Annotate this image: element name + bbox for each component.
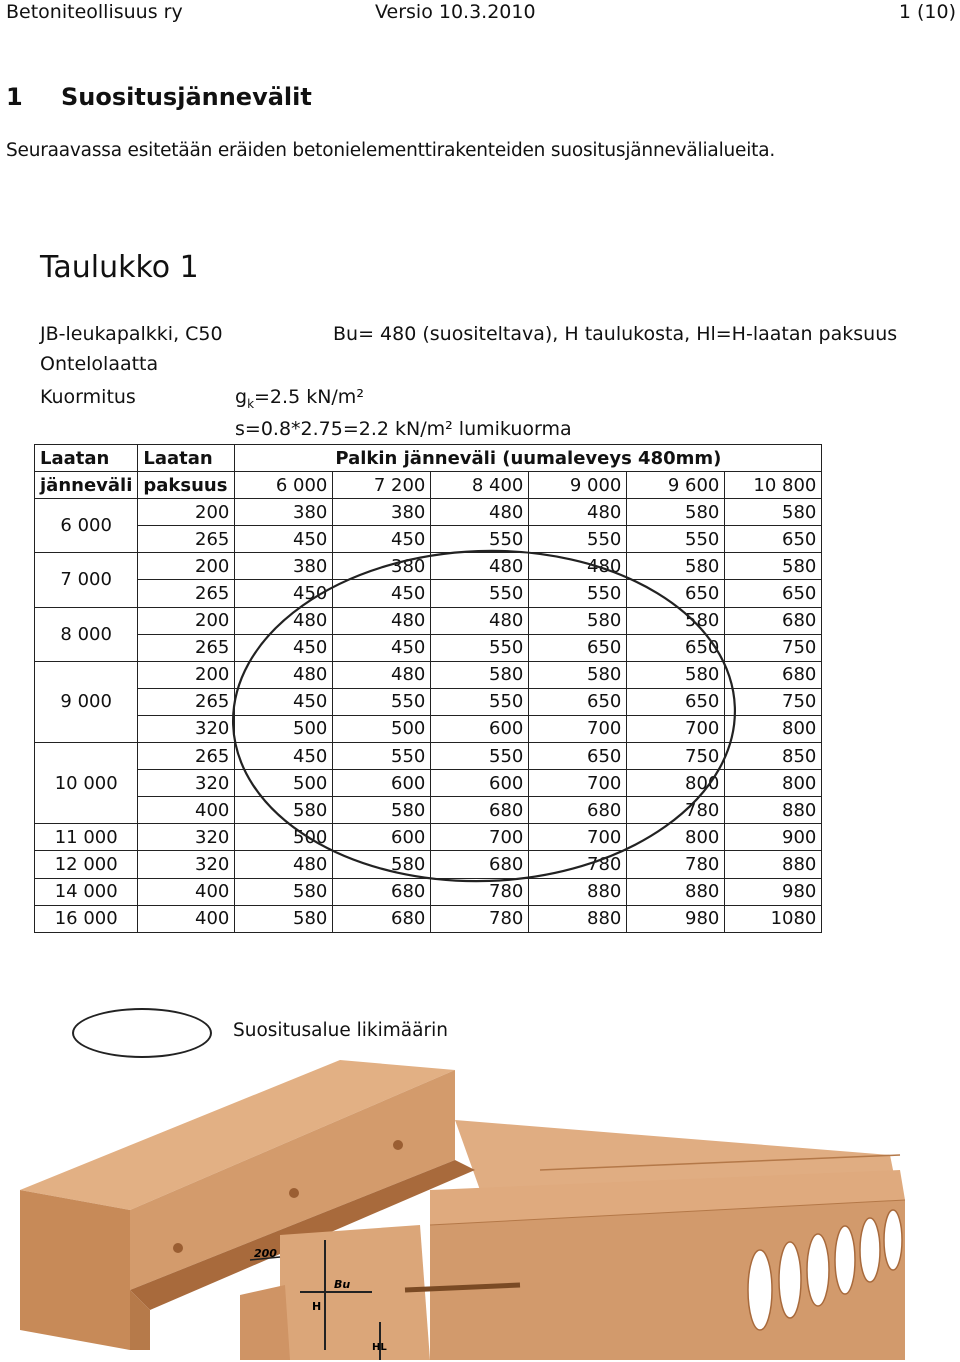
beam-height: 580: [529, 607, 627, 634]
beam-height: 450: [333, 526, 431, 553]
beam-height: 550: [431, 580, 529, 607]
beam-height: 880: [529, 878, 627, 905]
slab-thickness: 265: [138, 526, 235, 553]
dim-hl-label: HL: [372, 1342, 387, 1353]
slab-span: 10 000: [35, 743, 138, 824]
beam-height: 480: [333, 607, 431, 634]
beam-height: 650: [529, 688, 627, 715]
beam-height: 580: [627, 661, 725, 688]
slab-thickness: 400: [138, 797, 235, 824]
beam-height: 480: [235, 607, 333, 634]
beam-height: 700: [529, 715, 627, 742]
slab-thickness: 200: [138, 553, 235, 580]
beam-height: 450: [235, 743, 333, 770]
beam-height: 780: [529, 851, 627, 878]
legend-ellipse-icon: [72, 1008, 212, 1058]
beam-height: 450: [235, 688, 333, 715]
load-label: Kuormitus: [40, 386, 136, 408]
beam-height: 680: [333, 905, 431, 932]
beam-height: 880: [529, 905, 627, 932]
beam-height: 450: [235, 526, 333, 553]
header-org: Betoniteollisuus ry: [6, 1, 183, 23]
beam-height: 780: [431, 878, 529, 905]
beam-height: 850: [725, 743, 822, 770]
beam-height: 880: [627, 878, 725, 905]
slab-thickness: 265: [138, 743, 235, 770]
beam-height: 800: [627, 770, 725, 797]
intro-text: Seuraavassa esitetään eräiden betonielementtirakenteiden suositusjännevälialueita.: [6, 140, 776, 161]
beam-height: 650: [725, 580, 822, 607]
beam-height: 380: [235, 499, 333, 526]
col-header-span-top: Laatan: [35, 445, 138, 472]
beam-height: 450: [333, 580, 431, 607]
dim-bu-label: Bu: [334, 1278, 351, 1291]
dim-h-label: H: [312, 1300, 322, 1313]
header-version: Versio 10.3.2010: [375, 1, 536, 23]
beam-type: JB-leukapalkki, C50: [40, 323, 223, 345]
beam-span-value: 8 400: [431, 472, 529, 499]
beam-height: 580: [333, 797, 431, 824]
beam-height: 800: [725, 715, 822, 742]
slab-span: 8 000: [35, 607, 138, 661]
beam-height: 450: [333, 634, 431, 661]
slab-thickness: 265: [138, 580, 235, 607]
slab-thickness: 400: [138, 878, 235, 905]
beam-span-value: 9 600: [627, 472, 725, 499]
beam-height: 600: [431, 715, 529, 742]
beam-height: 680: [333, 878, 431, 905]
beam-height: 580: [431, 661, 529, 688]
slab-thickness: 200: [138, 607, 235, 634]
snow-load: s=0.8*2.75=2.2 kN/m² lumikuorma: [235, 418, 572, 440]
beam-height: 880: [725, 851, 822, 878]
table-title: Taulukko 1: [40, 250, 199, 285]
beam-height: 480: [431, 553, 529, 580]
beam-height: 650: [627, 580, 725, 607]
beam-height: 900: [725, 824, 822, 851]
beam-height: 980: [725, 878, 822, 905]
slab-thickness: 320: [138, 851, 235, 878]
beam-height: 700: [431, 824, 529, 851]
beam-height: 580: [529, 661, 627, 688]
beam-height: 780: [431, 905, 529, 932]
slab-thickness: 320: [138, 824, 235, 851]
slab-thickness: 400: [138, 905, 235, 932]
beam-height: 680: [431, 851, 529, 878]
beam-height: 380: [333, 499, 431, 526]
beam-height: 550: [333, 743, 431, 770]
beam-height: 550: [529, 526, 627, 553]
slab-span: 16 000: [35, 905, 138, 932]
beam-height: 380: [333, 553, 431, 580]
beam-height: 1080: [725, 905, 822, 932]
beam-height: 500: [235, 715, 333, 742]
beam-height: 600: [333, 770, 431, 797]
dim-200-label: 200: [254, 1247, 277, 1260]
slab-span: 9 000: [35, 661, 138, 742]
beam-height: 380: [235, 553, 333, 580]
beam-height: 650: [529, 743, 627, 770]
beam-height: 550: [431, 634, 529, 661]
beam-span-header: Palkin jänneväli (uumaleveys 480mm): [235, 445, 822, 472]
beam-height: 480: [235, 851, 333, 878]
slab-type: Ontelolaatta: [40, 353, 159, 375]
beam-height: 680: [725, 607, 822, 634]
beam-height: 700: [529, 770, 627, 797]
dead-load: $g_k=2.5$ kN/m²: [235, 386, 364, 411]
beam-height: 580: [627, 553, 725, 580]
beam-height: 480: [529, 553, 627, 580]
beam-height: 480: [431, 499, 529, 526]
beam-slab-illustration: [0, 1060, 960, 1362]
beam-height: 700: [627, 715, 725, 742]
beam-height: 580: [725, 499, 822, 526]
beam-height: 650: [627, 634, 725, 661]
beam-height: 750: [725, 688, 822, 715]
beam-height: 800: [725, 770, 822, 797]
slab-span: 14 000: [35, 878, 138, 905]
legend-text: Suositusalue likimäärin: [233, 1020, 448, 1041]
beam-height: 580: [235, 797, 333, 824]
beam-height: 480: [235, 661, 333, 688]
beam-height: 580: [235, 878, 333, 905]
beam-height: 880: [725, 797, 822, 824]
beam-span-value: 10 800: [725, 472, 822, 499]
slab-span: 11 000: [35, 824, 138, 851]
col-header-span-bottom: jänneväli: [35, 472, 138, 499]
beam-height: 600: [333, 824, 431, 851]
beam-height: 650: [725, 526, 822, 553]
beam-height: 480: [529, 499, 627, 526]
beam-height: 550: [431, 688, 529, 715]
beam-span-value: 6 000: [235, 472, 333, 499]
beam-height: 780: [627, 797, 725, 824]
beam-height: 750: [627, 743, 725, 770]
slab-thickness: 265: [138, 634, 235, 661]
beam-height: 480: [431, 607, 529, 634]
slab-span: 6 000: [35, 499, 138, 553]
beam-height: 780: [627, 851, 725, 878]
beam-height: 580: [627, 607, 725, 634]
beam-height: 550: [431, 743, 529, 770]
beam-height: 700: [529, 824, 627, 851]
beam-height: 580: [627, 499, 725, 526]
beam-height: 580: [725, 553, 822, 580]
beam-height: 500: [333, 715, 431, 742]
slab-thickness: 265: [138, 688, 235, 715]
beam-height: 680: [725, 661, 822, 688]
beam-height: 550: [627, 526, 725, 553]
beam-height: 550: [529, 580, 627, 607]
beam-height: 600: [431, 770, 529, 797]
beam-height: 450: [235, 634, 333, 661]
beam-height: 580: [333, 851, 431, 878]
col-header-thickness-bottom: paksuus: [138, 472, 235, 499]
col-header-thickness-top: Laatan: [138, 445, 235, 472]
beam-height: 450: [235, 580, 333, 607]
beam-height: 550: [431, 526, 529, 553]
beam-span-value: 7 200: [333, 472, 431, 499]
beam-height: 750: [725, 634, 822, 661]
beam-height: 550: [333, 688, 431, 715]
slab-thickness: 320: [138, 715, 235, 742]
beam-height: 500: [235, 824, 333, 851]
section-number: 1: [6, 83, 23, 111]
section-title: Suositusjännevälit: [61, 83, 312, 111]
beam-height: 480: [333, 661, 431, 688]
header-page: 1 (10): [898, 1, 956, 23]
slab-thickness: 200: [138, 661, 235, 688]
beam-height: 680: [431, 797, 529, 824]
beam-height: 500: [235, 770, 333, 797]
beam-height: 680: [529, 797, 627, 824]
beam-height: 580: [235, 905, 333, 932]
beam-params: Bu= 480 (suositeltava), H taulukosta, Hl=H-laatan paksuus: [333, 323, 898, 345]
beam-height: 800: [627, 824, 725, 851]
beam-height: 650: [627, 688, 725, 715]
beam-span-value: 9 000: [529, 472, 627, 499]
slab-span: 12 000: [35, 851, 138, 878]
beam-height: 980: [627, 905, 725, 932]
beam-height: 650: [529, 634, 627, 661]
slab-thickness: 320: [138, 770, 235, 797]
slab-thickness: 200: [138, 499, 235, 526]
slab-span: 7 000: [35, 553, 138, 607]
